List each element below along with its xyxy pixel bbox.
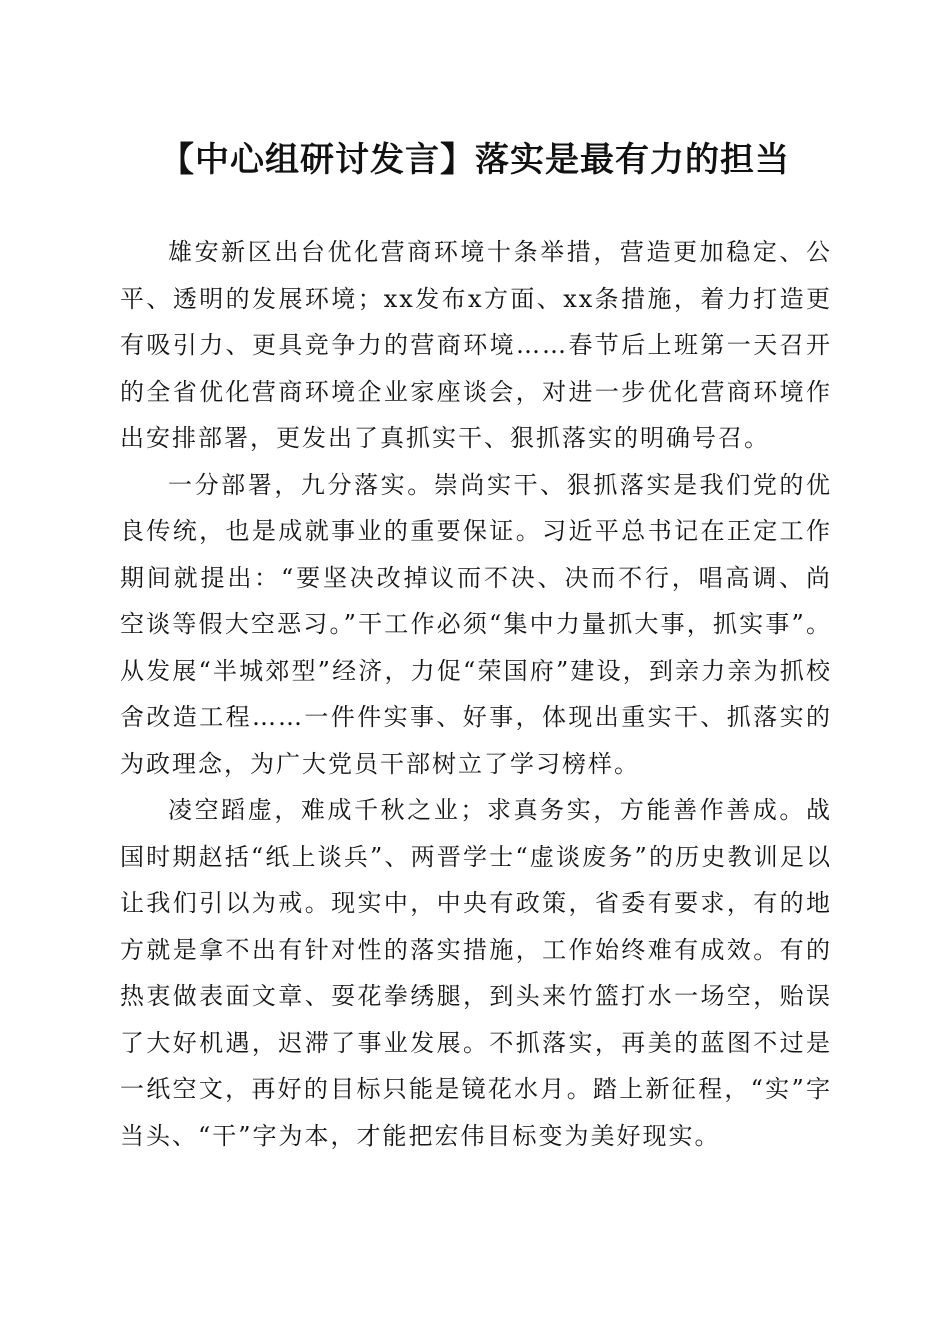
paragraph-1: 雄安新区出台优化营商环境十条举措，营造更加稳定、公平、透明的发展环境；xx发布x方面、xx条措施，着力打造更有吸引力、更具竞争力的营商环境……春节后上班第一天召开的全省优化营商环境企业家座谈会，对进一步优化营商环境作出安排部署，更发出了真抓实干、狠抓落实的明确号召。 (120, 238, 832, 452)
document-title: 【中心组研讨发言】落实是最有力的担当 (160, 140, 790, 180)
paragraph-3: 凌空蹈虚，难成千秋之业；求真务实，方能善作善成。战国时期赵括“纸上谈兵”、两晋学士“虚谈废务”的历史教训足以让我们引以为戒。现实中，中央有政策，省委有要求，有的地方就是拿不出有针对性的落实措施，工作始终难有成效。有的热衷做表面文章、耍花拳绣腿，到头来竹篮打水一场空，贻误了大好机遇，迟滞了事业发展。不抓落实，再美的蓝图不过是一纸空文，再好的目标只能是镜花水月。踏上新征程，“实”字当头、“干”字为本，才能把宏伟目标变为美好现实。 (120, 796, 832, 1150)
paragraph-2: 一分部署，九分落实。崇尚实干、狠抓落实是我们党的优良传统，也是成就事业的重要保证。习近平总书记在正定工作期间就提出：“要坚决改掉议而不决、决而不行，唱高调、尚空谈等假大空恶习。”干工作必须“集中力量抓大事，抓实事”。从发展“半城郊型”经济，力促“荣国府”建设，到亲力亲为抓校舍改造工程……一件件实事、好事，体现出重实干、抓落实的为政理念，为广大党员干部树立了学习榜样。 (120, 470, 832, 778)
document-body (120, 229, 832, 1159)
